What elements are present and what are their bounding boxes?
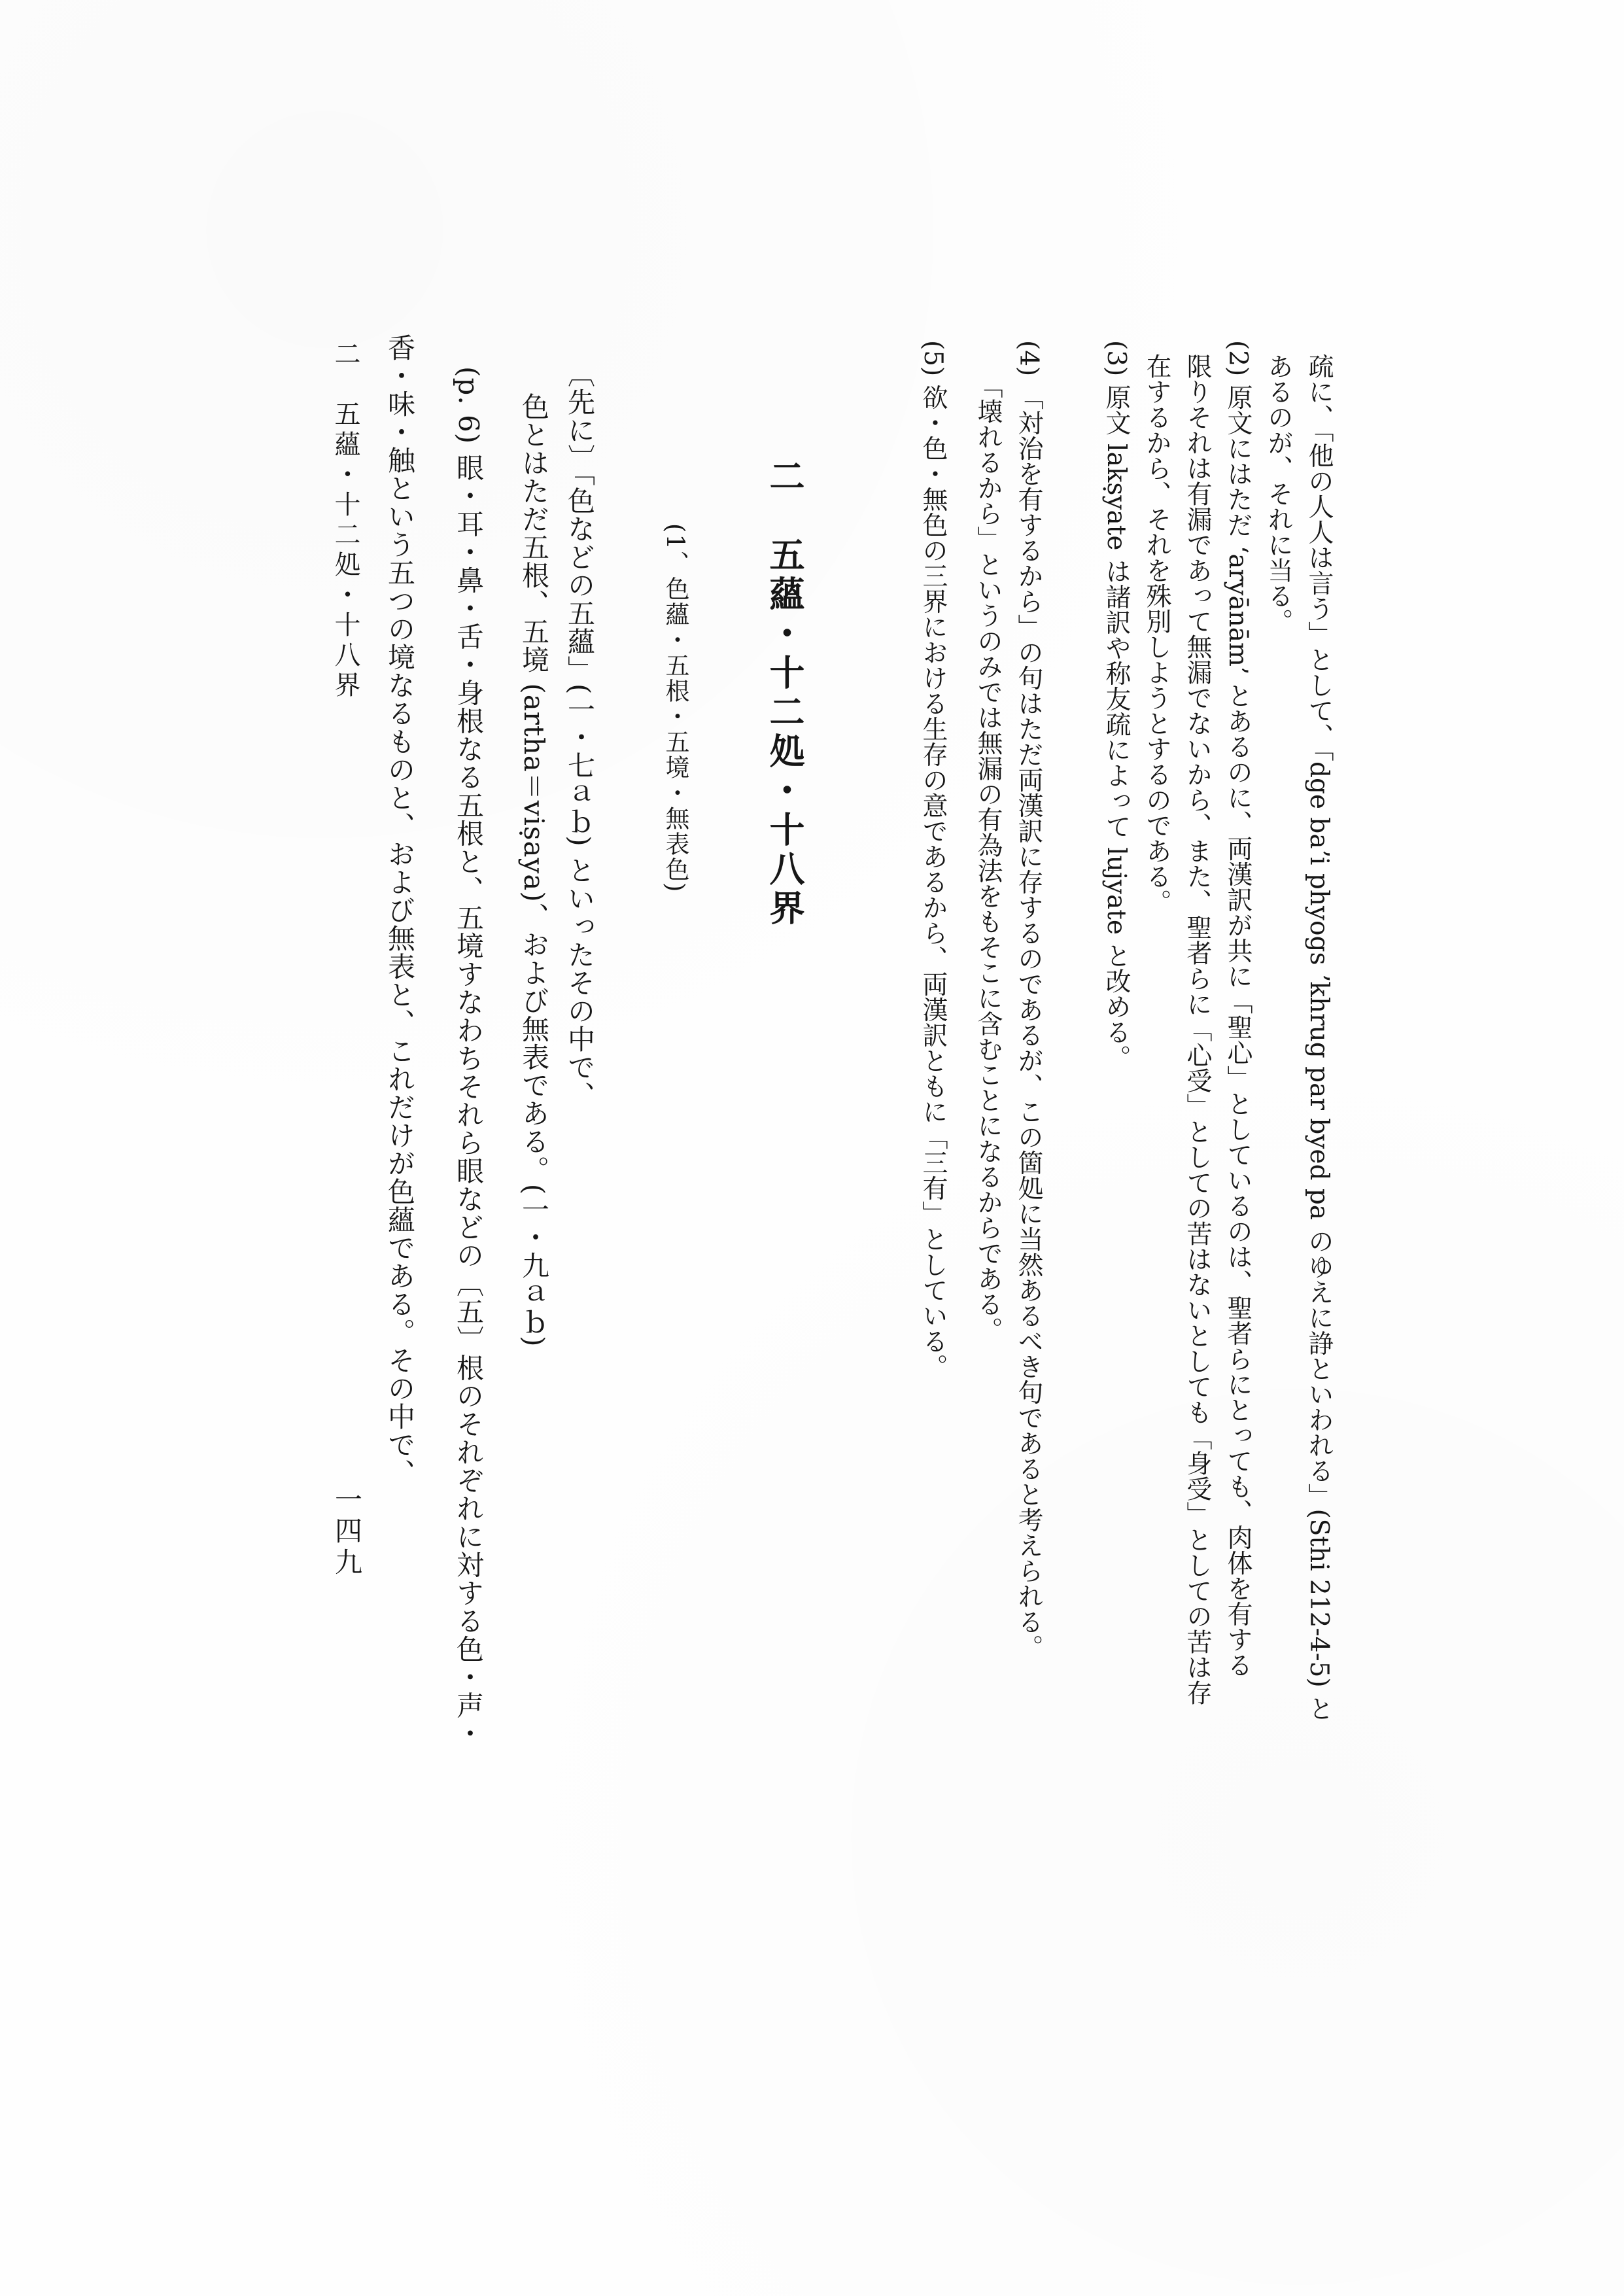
- page-number: 一四九: [331, 1485, 363, 1579]
- section-title: 二 五蘊・十二処・十八界: [764, 458, 806, 929]
- body-paragraph-1: 〔先に〕「色などの五蘊」(一・七ａｂ) といったその中で、: [564, 360, 596, 1110]
- note-4-line-2: 「壊れるから」というのみでは無漏の有為法をもそこに含むことになるからである。: [973, 373, 1003, 1342]
- note-4-line-1: (4) 「対治を有するから」の句はただ両漢訳に存するのであるが、この箇処に当然あるべき句であると考えられる。: [1014, 340, 1043, 1660]
- note-2-line-1: (2) 原文にはただ ‘aryānām’ とあるのに、両漢訳が共に「聖心」としているのは、聖者らにとっても、肉体を有する: [1223, 340, 1253, 1678]
- running-footer: 二 五蘊・十二処・十八界: [330, 340, 360, 701]
- note-1-line-2: あるのが、それに当る。: [1264, 353, 1293, 634]
- note-5: (5) 欲・色・無色の三界における生存の意であるから、両漢訳ともに「三有」としている。: [918, 340, 948, 1380]
- note-3: (3) 原文 lakṣyate は諸訳や称友疏によって lujyate と改める。: [1101, 340, 1131, 1071]
- note-1-line-1: 疏に、「他の人人は言う」として、「dge baʼi phyogs ʼkhrug par byed pa のゆえに諍といわれる」(Sthi 212-4-5) と: [1304, 353, 1334, 1722]
- body-paragraph-2: 色とはただ五根、五境 (artha＝viṣaya)、および無表である。(一・九ａｂ): [518, 392, 550, 1348]
- note-2-line-3: 在するから、それを殊別しようとするのである。: [1142, 353, 1171, 914]
- body-paragraph-4: 香・味・触という五つの境なるものと、および無表と、これだけが色蘊である。その中で、: [384, 334, 416, 1487]
- section-subtitle: (1、色蘊・五根・五境・無表色): [661, 523, 689, 894]
- body-paragraph-3: (p. 6) 眼・耳・鼻・舌・身根なる五根と、五境すなわちそれら眼などの〔五〕根のそれぞれに対する色・声・: [453, 366, 485, 1748]
- note-2-line-2: 限りそれは有漏であって無漏でないから、また、聖者らに「心受」としての苦はないとしても「身受」としての苦は存: [1183, 353, 1212, 1705]
